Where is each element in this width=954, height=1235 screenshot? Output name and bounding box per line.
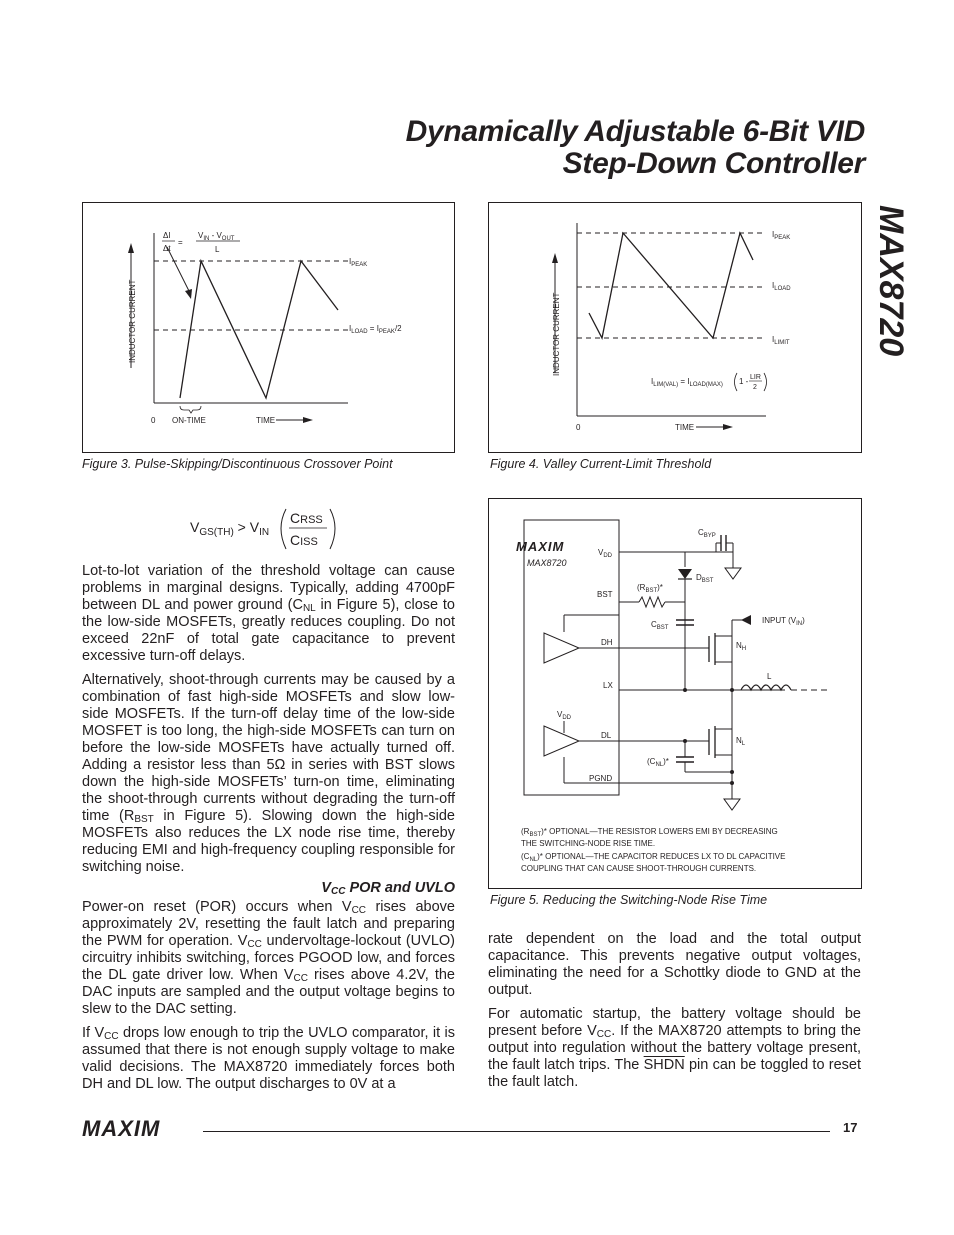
fig4-ipeak-label: $I_{PEAK}$	[772, 230, 791, 241]
page-number: 17	[843, 1120, 858, 1135]
label-nh: $N_H$	[736, 641, 747, 652]
pin-vdd: $V_{DD}$	[598, 548, 613, 559]
fig4-y-label: INDUCTOR CURRENT	[552, 292, 561, 376]
section-heading-por-uvlo: $V_{CC}$ POR and UVLO	[321, 880, 455, 897]
figure-3-caption: Figure 3. Pulse-Skipping/Discontinuous Crossover Point	[82, 457, 393, 471]
paragraph-output-discharge: rate dependent on the load and the total output capacitance. This prevents negative output voltages, eliminating the need for a Schottky diode to GND at the output.	[488, 931, 861, 998]
figure-4-caption: Figure 4. Valley Current-Limit Threshold	[490, 457, 712, 471]
title-line-2: Step-Down Controller	[562, 147, 865, 180]
fig3-delta-i: ΔI	[163, 231, 171, 240]
label-input: INPUT $(V_{IN})$	[762, 616, 805, 627]
label-rbst: $(R_{BST})*$	[637, 583, 663, 594]
fig3-ontime: ON-TIME	[172, 416, 206, 425]
paragraph-por: Power-on reset (POR) occurs when $V_{CC}$ rises above approximately 2V, resetting the fault latch and preparing the PWM for operation. $V_{CC}$ undervoltage-lockout (UVLO) circuitry inhibits switching, forces PGOOD low, and forces the DL gate driver low. When $V_{CC}$ rises above 4.2V, the DAC inputs are sampled and the output voltage begins to slew to the DAC setting.	[82, 899, 455, 1017]
side-label: MAX8720	[872, 205, 910, 357]
driver-vdd: $V_{DD}$	[557, 710, 572, 721]
pin-dh: DH	[601, 638, 613, 647]
figure-5-schematic	[489, 499, 861, 888]
figure-5-caption: Figure 5. Reducing the Switching-Node Rise Time	[490, 893, 768, 907]
label-dbst: $D_{BST}$	[696, 573, 714, 584]
fig4-time-label: TIME	[675, 423, 695, 432]
left-column-lower	[82, 899, 455, 1100]
fig3-iload-label: $I_{LOAD} = I_{PEAK}/2$	[349, 324, 402, 335]
fig3-origin: 0	[151, 416, 156, 425]
fig4-formula: $I_{LIM(VAL)} = I_{LOAD(MAX)}$	[651, 377, 723, 388]
pin-pgnd: PGND	[589, 774, 613, 783]
footer-logo: MAXIM	[82, 1116, 161, 1141]
fig3-eq: =	[178, 238, 183, 247]
formula-denominator: CISS	[290, 532, 318, 548]
formula-numerator: CRSS	[290, 510, 323, 526]
paragraph-startup: For automatic startup, the battery voltage should be present before $V_{CC}$. If the MAX8720 attempts to bring the output into regulation without the battery voltage present, the fault latch trips. The SHDN pin can be toggled to reset the fault latch.	[488, 1006, 862, 1090]
fig3-ipeak-label: $I_{PEAK}$	[349, 257, 368, 268]
fig3-denominator: L	[215, 245, 220, 254]
fig4-two: 2	[753, 384, 757, 391]
fig4-lir: LIR	[750, 374, 761, 381]
fig3-numerator: $V_{IN} - V_{OUT}$	[198, 231, 235, 242]
title-line-1: Dynamically Adjustable 6-Bit VID	[405, 115, 865, 148]
paragraph-uvlo: If $V_{CC}$ drops low enough to trip the UVLO comparator, it is assumed that there is not enough supply voltage to make valid decisions. The MAX8720 immediately forces both DH and DL low. The output discharges to 0V at a	[82, 1025, 455, 1092]
figure-5	[488, 498, 862, 889]
pin-dl: DL	[601, 731, 612, 740]
label-nl: $N_L$	[736, 736, 746, 747]
note-rbst-line2: THE SWITCHING-NODE RISE TIME.	[521, 839, 656, 848]
paragraph-gate-capacitance: Lot-to-lot variation of the threshold voltage can cause problems in marginal designs. Typically, adding 4700pF between DL and power ground ($C_{NL}$ in Figure 5), close to the low-side MOSFETs, greatly reduces coupling. Do not exceed 22nF of total gate capacitance to prevent excessive turn-off delays.	[82, 563, 455, 664]
label-cbyp: $C_{BYP}$	[698, 528, 716, 539]
note-cnl-line1: $(C_{NL})*$ OPTIONAL—THE CAPACITOR REDUCES LX TO DL CAPACITIVE	[521, 852, 786, 863]
fig3-delta-t: Δt	[163, 244, 171, 253]
label-cbst: $C_{BST}$	[651, 620, 669, 631]
figure-4-plot	[489, 203, 861, 452]
right-column	[488, 931, 861, 1098]
paragraph-shoot-through: Alternatively, shoot-through currents may be caused by a combination of fast high-side MOSFETs and slow low-side MOSFETs. If the turn-off delay time of the low-side MOSFET is too long, the high-side MOSFETs can turn on before the low-side MOSFETs have actually turned off. Adding a resistor less than 5Ω in series with BST slows down the high-side MOSFETs’ turn-on time, eliminating the shoot-through currents without degrading the turn-off time ($R_{BST}$ in Figure 5). Slowing down the high-side MOSFETs also reduces the LX node rise time, thereby reducing EMI and high-frequency coupling responsible for switching noise.	[82, 672, 455, 875]
fig4-iload-label: $I_{LOAD}$	[772, 281, 791, 292]
threshold-formula	[190, 505, 350, 555]
fig4-ilimit-label: $I_{LIMIT}$	[772, 335, 790, 346]
side-part-number	[870, 205, 914, 365]
pin-lx: LX	[603, 681, 613, 690]
note-cnl-line2: COUPLING THAT CAN CAUSE SHOOT-THROUGH CURRENTS.	[521, 864, 757, 873]
page-title	[165, 116, 865, 180]
formula-graphic	[190, 505, 350, 555]
label-cnl: $(C_{NL})*$	[647, 757, 669, 768]
fig4-origin: 0	[576, 423, 581, 432]
pin-bst: BST	[597, 590, 613, 599]
figure-3	[82, 202, 455, 453]
note-rbst-line1: $(R_{BST})*$ OPTIONAL—THE RESISTOR LOWERS EMI BY DECREASING	[521, 827, 778, 838]
fig3-y-label: INDUCTOR CURRENT	[128, 279, 137, 363]
figure-3-plot	[83, 203, 454, 452]
left-column	[82, 563, 455, 883]
fig3-time-label: TIME	[256, 416, 276, 425]
footer-rule	[203, 1131, 830, 1132]
figure-4	[488, 202, 862, 453]
fig5-part: MAX8720	[527, 558, 567, 568]
fig4-one-minus: 1 -	[739, 377, 749, 386]
formula-lhs: $V_{GS(TH)} > V_{IN}$	[190, 519, 270, 538]
label-inductor: L	[767, 672, 772, 681]
maxim-logo-fig5: MAXIM	[516, 539, 565, 554]
